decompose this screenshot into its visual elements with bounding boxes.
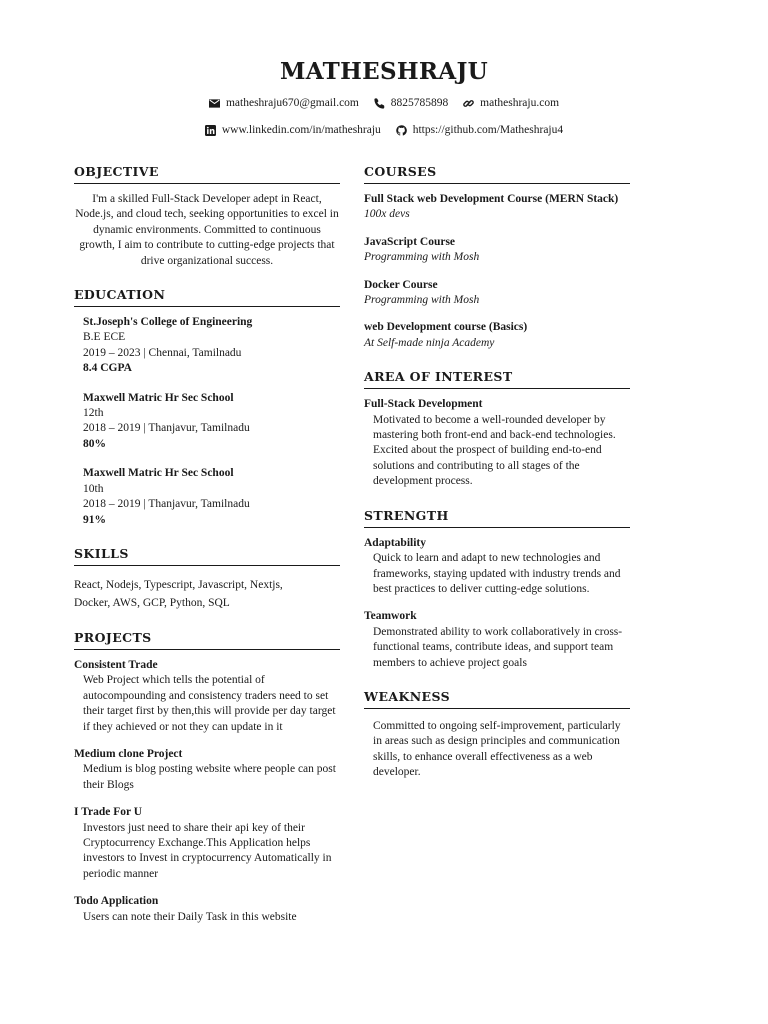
- dates-location: 2018 – 2019 | Thanjavur, Tamilnadu: [83, 498, 250, 511]
- weakness-section: [364, 689, 630, 781]
- section-title: PROJECTS: [74, 630, 340, 650]
- project-description: Investors just need to share their api key of their Cryptocurrency Exchange.This Application helps investors to Invest in cryptocurrency Automatically in periodic manner: [83, 821, 332, 880]
- score: 91%: [83, 513, 106, 526]
- phone-text: 8825785898: [390, 97, 449, 109]
- courses-section: [364, 164, 630, 351]
- degree: 12th: [83, 407, 104, 420]
- course-entry: [364, 320, 630, 351]
- linkedin-icon: [205, 125, 216, 136]
- education-section: [74, 287, 340, 528]
- strength-name: Teamwork: [364, 610, 417, 623]
- strength-name: Adaptability: [364, 536, 426, 549]
- section-title: COURSES: [364, 164, 630, 184]
- school-name: St.Joseph's College of Engineering: [83, 316, 253, 329]
- strength-section: [364, 508, 630, 671]
- degree: B.E ECE: [83, 331, 126, 344]
- score: 8.4 CGPA: [83, 362, 132, 375]
- left-column: [74, 164, 340, 943]
- school-name: Maxwell Matric Hr Sec School: [83, 391, 234, 404]
- candidate-name: MATHESHRAJU: [280, 58, 488, 85]
- section-title: WEAKNESS: [364, 689, 630, 709]
- weakness-text: Committed to ongoing self-improvement, particularly in areas such as design principles and communication skills, to enhance overall effectiveness as a web developer.: [373, 719, 621, 779]
- strength-entry: [364, 609, 630, 671]
- interest-description: Motivated to become a well-rounded developer by mastering both front-end and back-end technologies. Excited about the prospect of building end-to-end solutions and contributing to all stages of the development process.: [373, 413, 616, 488]
- objective-section: [74, 164, 340, 269]
- contact-row-primary: [0, 97, 768, 112]
- email-icon: [209, 98, 220, 109]
- course-name: Full Stack web Development Course (MERN Stack): [364, 193, 619, 205]
- projects-section: [74, 630, 340, 925]
- github-icon: [396, 125, 407, 136]
- course-name: JavaScript Course: [364, 235, 456, 248]
- course-provider: Programming with Mosh: [364, 251, 480, 264]
- linkedin-text: www.linkedin.com/in/matheshraju: [221, 124, 381, 136]
- section-title: SKILLS: [74, 546, 340, 566]
- contact-row-secondary: [0, 124, 768, 139]
- project-description: Web Project which tells the potential of autocompounding and consistency traders need to set their target first by then,this will provide per day target if they achieved or not they can update in it: [83, 674, 336, 733]
- score: 80%: [83, 437, 106, 450]
- skills-line: React, Nodejs, Typescript, Javascript, Nextjs,: [74, 578, 283, 591]
- section-title: AREA OF INTEREST: [364, 369, 630, 389]
- strength-description: Demonstrated ability to work collaboratively in cross-functional teams, contribute ideas, and support team members to achieve project goals: [373, 625, 623, 669]
- website-contact[interactable]: [463, 97, 559, 109]
- skills-line: Docker, AWS, GCP, Python, SQL: [74, 596, 230, 609]
- course-name: web Development course (Basics): [364, 321, 528, 334]
- strength-description: Quick to learn and adapt to new technologies and frameworks, staying updated with industry trends and best practices to deliver cutting-edge solutions.: [373, 552, 621, 595]
- project-name: I Trade For U: [74, 806, 143, 819]
- course-name: Docker Course: [364, 278, 438, 291]
- project-name: Medium clone Project: [74, 747, 183, 760]
- skills-section: [74, 546, 340, 612]
- section-title: OBJECTIVE: [74, 164, 340, 184]
- project-entry: [74, 658, 340, 735]
- interest-section: [364, 369, 630, 489]
- interest-name: Full-Stack Development: [364, 398, 483, 411]
- project-name: Todo Application: [74, 895, 159, 908]
- phone-contact[interactable]: [374, 97, 449, 109]
- project-entry: [74, 894, 340, 925]
- right-column: [364, 164, 630, 799]
- skills-list: [74, 576, 340, 612]
- phone-icon: [374, 98, 385, 109]
- project-description: Medium is blog posting website where people can post their Blogs: [83, 763, 336, 791]
- project-description: Users can note their Daily Task in this website: [83, 910, 297, 923]
- interest-entry: [364, 397, 630, 489]
- education-entry: [74, 315, 340, 377]
- education-entry: [74, 391, 340, 453]
- course-provider: 100x devs: [364, 208, 410, 221]
- link-icon: [463, 98, 474, 109]
- course-entry: [364, 235, 630, 266]
- github-contact[interactable]: [396, 124, 563, 136]
- linkedin-contact[interactable]: [205, 124, 381, 136]
- strength-entry: [364, 536, 630, 598]
- dates-location: 2018 – 2019 | Thanjavur, Tamilnadu: [83, 422, 250, 435]
- email-contact[interactable]: [209, 97, 359, 109]
- project-name: Consistent Trade: [74, 658, 158, 671]
- course-provider: Programming with Mosh: [364, 294, 480, 307]
- course-entry: [364, 278, 630, 309]
- education-entry: [74, 466, 340, 528]
- degree: 10th: [83, 482, 104, 495]
- project-entry: [74, 805, 340, 882]
- website-text: matheshraju.com: [480, 97, 560, 109]
- course-entry: [364, 192, 630, 223]
- section-title: EDUCATION: [74, 287, 340, 307]
- school-name: Maxwell Matric Hr Sec School: [83, 467, 234, 480]
- project-entry: [74, 747, 340, 793]
- email-text: matheshraju670@gmail.com: [225, 97, 359, 109]
- objective-text: I'm a skilled Full-Stack Developer adept in React, Node.js, and cloud tech, seeking opportunities to excel in dynamic environments. Committed to continuous growth, I aim to contribute to cutting-edge projects that drive organizational success.: [75, 193, 339, 267]
- github-text: https://github.com/Matheshraju4: [412, 124, 564, 136]
- course-provider: At Self-made ninja Academy: [364, 336, 495, 349]
- section-title: STRENGTH: [364, 508, 630, 528]
- dates-location: 2019 – 2023 | Chennai, Tamilnadu: [83, 346, 242, 359]
